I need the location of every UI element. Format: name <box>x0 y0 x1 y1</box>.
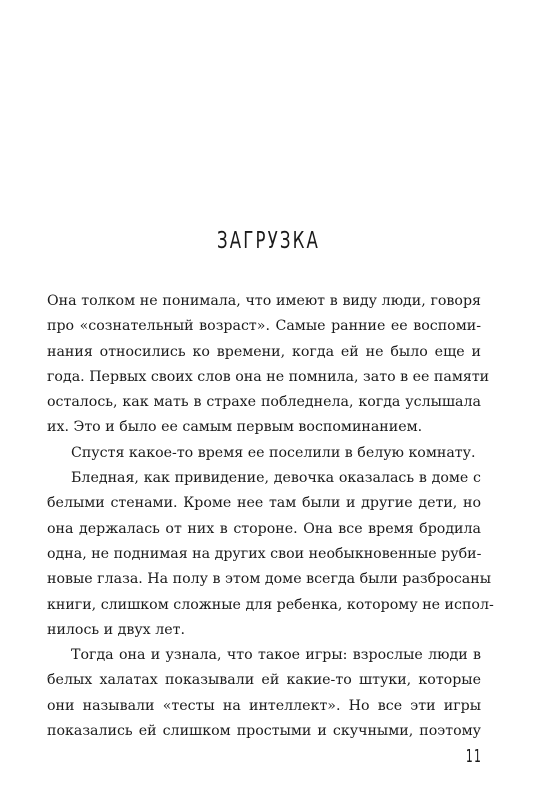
text-line: они называли «тесты на интеллект». Но все эти игры <box>47 697 481 714</box>
text-line: белыми стенами. Кроме нее там были и другие дети, но <box>47 495 481 512</box>
text-line: осталось, как мать в страхе побледнела, когда услышала <box>47 394 481 411</box>
text-line: года. Первых своих слов она не помнила, зато в ее памяти <box>47 368 490 385</box>
text-line: она держалась от них в стороне. Она все время бродила <box>47 520 481 537</box>
chapter-title: ЗАГРУЗКА <box>216 228 321 254</box>
text-line: Она толком не понимала, что имеют в виду люди, говоря <box>47 293 481 309</box>
text-line: Бледная, как привидение, девочка оказалась в доме с <box>71 470 481 487</box>
text-line: новые глаза. На полу в этом доме всегда были разбросаны <box>47 571 491 588</box>
text-line: одна, не поднимая на других свои необыкновенные руби- <box>47 545 482 562</box>
body-text <box>47 289 494 744</box>
text-line: белых халатах показывали ей какие-то штуки, которые <box>47 672 481 689</box>
text-line: про «сознательный возраст». Самые ранние ее воспоми- <box>47 318 481 335</box>
text-line: Тогда она и узнала, что такое игры: взрослые люди в <box>71 647 481 664</box>
text-line: Спустя какое-то время ее поселили в белую комнату. <box>71 444 476 461</box>
text-line: их. Это и было ее самым первым воспоминанием. <box>47 419 423 436</box>
text-line: показались ей слишком простыми и скучными, поэтому <box>47 723 481 740</box>
text-line: нилось и двух лет. <box>47 621 185 638</box>
page-number: 11 <box>465 746 483 767</box>
text-line: книги, слишком сложные для ребенка, которому не испол- <box>47 596 494 613</box>
text-line: нания относились ко времени, когда ей не было еще и <box>47 343 481 360</box>
